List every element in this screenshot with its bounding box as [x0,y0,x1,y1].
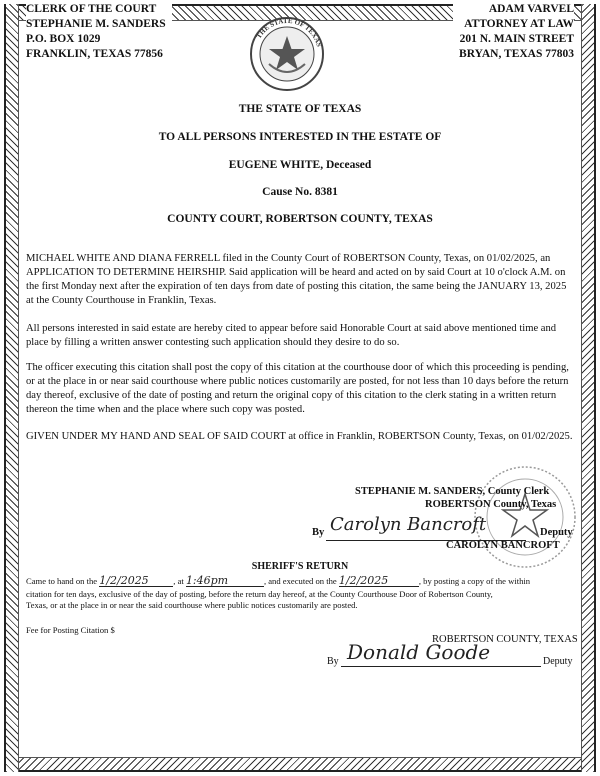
attorney-title: ATTORNEY AT LAW [464,18,574,30]
decorative-border-bottom [8,757,592,772]
clerk-name: STEPHANIE M. SANDERS [26,18,166,30]
court-heading: COUNTY COURT, ROBERTSON COUNTY, TEXAS [167,213,433,225]
sheriff-county: ROBERTSON COUNTY, TEXAS [432,634,578,645]
hand-date-field: 1/2/2025 [99,575,173,587]
clerk-county-line: ROBERTSON County, Texas [425,499,557,510]
sheriff-handwritten-signature: Donald Goode [347,640,491,664]
decorative-border-right [581,4,596,772]
sheriffs-return-heading: SHERIFF'S RETURN [251,561,349,572]
clerk-address-block [26,2,172,62]
clerk-handwritten-signature: Carolyn Bancroft [330,514,487,535]
sheriffs-return-line-3: Texas, or at the place in or near the said courthouse where public notices customarily are posted. [26,600,358,610]
to-all-persons-heading: TO ALL PERSONS INTERESTED IN THE ESTATE OF [158,131,442,143]
citation-paragraph-1: MICHAEL WHITE AND DIANA FERRELL filed in the County Court of ROBERTSON County, Texas, on 01/02/2025, an APPLICATION TO DETERMINE HEIRSHIP. Said application will be heard and acted on by said Court at 10 o'clock A.M. on the first Monday next after the expiration of ten days from date of posting this citation, the same being the JANUARY 13, 2025 at the County Courthouse in Franklin, Texas. [26,253,567,306]
clerk-deputy-name: CAROLYN BANCROFT [446,540,560,551]
clerk-city: FRANKLIN, TEXAS 77856 [26,48,163,60]
state-heading: THE STATE OF TEXAS [238,103,362,115]
clerk-name-line: STEPHANIE M. SANDERS, County Clerk [355,486,550,497]
decorative-border-left [4,4,19,772]
posting-fee-label: Fee for Posting Citation $ [26,625,115,635]
citation-paragraph-4: GIVEN UNDER MY HAND AND SEAL OF SAID COURT at office in Franklin, ROBERTSON County, Texas, on 01/02/2025. [26,431,573,442]
sheriff-deputy-label: Deputy [543,656,573,667]
sheriff-by-label: By [327,656,339,667]
texas-seal-icon [247,14,327,94]
clerk-by-label: By [312,527,325,538]
clerk-title: CLERK OF THE COURT [26,3,157,15]
sheriff-signature-line [341,640,541,667]
clerk-signature-line [326,512,526,541]
cause-number: Cause No. 8381 [262,186,338,198]
seal-ring-text: THE STATE OF TEXAS [254,16,324,48]
attorney-city: BRYAN, TEXAS 77803 [459,48,574,60]
clerk-po-box: P.O. BOX 1029 [26,33,101,45]
citation-paragraph-3: The officer executing this citation shall post the copy of this citation at the courthouse door of which this proceeding is pending, or at the place in or near said courthouse where public notices customarily are posted, for not less than 10 days before the return day thereof, exclusive of the date of posting and return the original copy of this citation to the clerk stating in a written return thereon the time when and the place where such copy was posted. [26,362,569,415]
executed-date-field: 1/2/2025 [339,575,419,587]
attorney-address-block [453,2,574,62]
sheriffs-return-line-2: citation for ten days, exclusive of the day of posting, before the return day hereof, at the County Courthouse Door of Robertson County, [26,589,493,599]
estate-name: EUGENE WHITE, Deceased [228,159,372,171]
sheriffs-return-line-1: Came to hand on the 1/2/2025 , at 1:46pm , and executed on the 1/2/2025 , by posting a copy of the within [26,574,531,587]
hand-time-field: 1:46pm [186,575,264,587]
attorney-name: ADAM VARVEL [488,3,574,15]
attorney-street: 201 N. MAIN STREET [459,33,574,45]
clerk-deputy-label: Deputy [540,527,573,538]
citation-paragraph-2: All persons interested in said estate are hereby cited to appear before said Honorable Court at said above mentioned time and place by filling a written answer contesting such application should they desire to do so. [26,323,557,348]
